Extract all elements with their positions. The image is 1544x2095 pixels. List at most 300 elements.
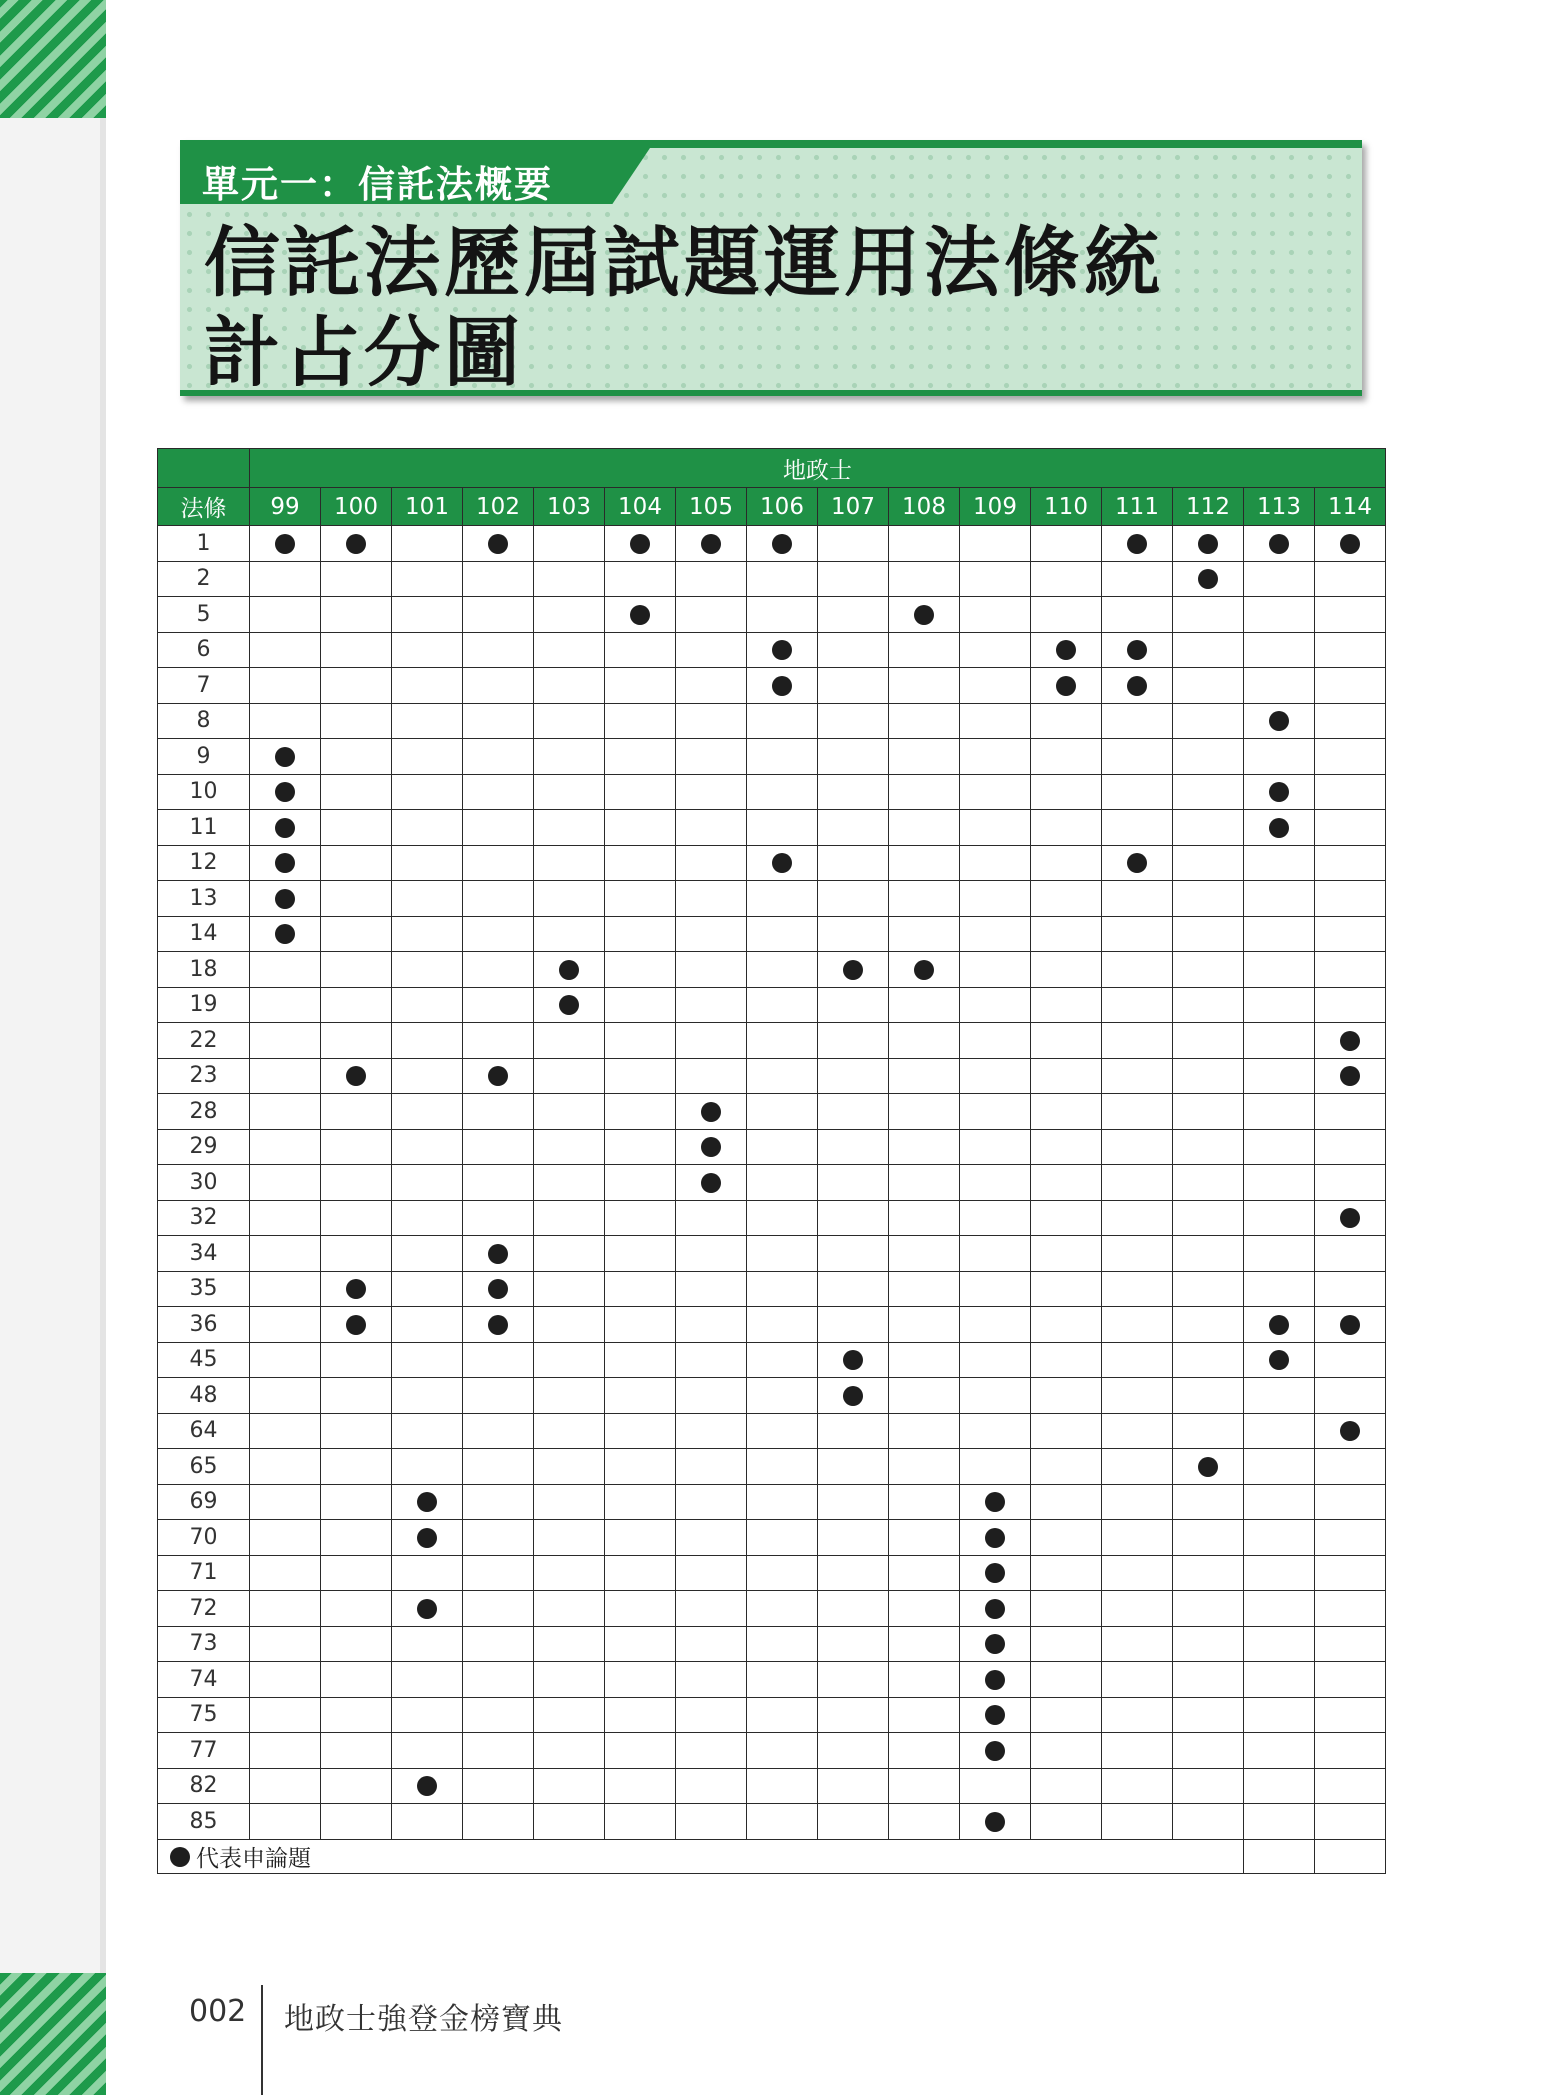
year-cell-107 — [818, 1307, 889, 1343]
year-cell-113 — [1244, 1094, 1315, 1130]
year-cell-103 — [534, 881, 605, 917]
year-cell-112 — [1173, 1768, 1244, 1804]
year-cell-99 — [250, 987, 321, 1023]
year-cell-104 — [605, 1413, 676, 1449]
group-header-row — [158, 449, 1386, 488]
essay-question-dot-icon — [346, 534, 366, 554]
year-cell-109 — [960, 1626, 1031, 1662]
year-cell-107 — [818, 1413, 889, 1449]
year-cell-112 — [1173, 1342, 1244, 1378]
year-cell-104 — [605, 1307, 676, 1343]
year-cell-100 — [321, 668, 392, 704]
year-cell-106 — [747, 1520, 818, 1556]
year-cell-110 — [1031, 1484, 1102, 1520]
year-cell-112 — [1173, 561, 1244, 597]
year-cell-100 — [321, 952, 392, 988]
essay-question-dot-icon — [985, 1634, 1005, 1654]
year-cell-103 — [534, 597, 605, 633]
year-cell-108 — [889, 1591, 960, 1627]
year-cell-103 — [534, 952, 605, 988]
article-number-cell: 28 — [158, 1094, 250, 1130]
year-cell-107 — [818, 916, 889, 952]
essay-question-dot-icon — [630, 534, 650, 554]
year-cell-112 — [1173, 952, 1244, 988]
year-cell-112 — [1173, 739, 1244, 775]
year-cell-103 — [534, 1236, 605, 1272]
year-cell-114 — [1315, 1555, 1386, 1591]
year-cell-105 — [676, 1413, 747, 1449]
year-cell-111 — [1102, 739, 1173, 775]
year-cell-107 — [818, 1058, 889, 1094]
year-cell-109 — [960, 1520, 1031, 1556]
year-cell-109 — [960, 1591, 1031, 1627]
year-cell-103 — [534, 1662, 605, 1698]
year-cell-113 — [1244, 1413, 1315, 1449]
year-cell-111 — [1102, 1520, 1173, 1556]
year-cell-101 — [392, 1236, 463, 1272]
table-row — [158, 952, 1386, 988]
year-cell-113 — [1244, 1768, 1315, 1804]
year-cell-104 — [605, 1520, 676, 1556]
year-cell-99 — [250, 1094, 321, 1130]
year-cell-113 — [1244, 1626, 1315, 1662]
year-cell-108 — [889, 739, 960, 775]
year-cell-109 — [960, 1413, 1031, 1449]
year-header-row — [158, 488, 1386, 526]
table-row — [158, 1307, 1386, 1343]
essay-question-dot-icon — [985, 1528, 1005, 1548]
year-cell-107 — [818, 845, 889, 881]
year-cell-101 — [392, 774, 463, 810]
article-number-cell: 2 — [158, 561, 250, 597]
year-cell-111 — [1102, 703, 1173, 739]
year-cell-106 — [747, 1165, 818, 1201]
year-cell-110 — [1031, 952, 1102, 988]
year-cell-108 — [889, 1626, 960, 1662]
article-number-cell: 19 — [158, 987, 250, 1023]
year-cell-110 — [1031, 703, 1102, 739]
year-cell-100 — [321, 1236, 392, 1272]
essay-question-dot-icon — [914, 960, 934, 980]
year-cell-109 — [960, 845, 1031, 881]
article-number-cell: 8 — [158, 703, 250, 739]
year-cell-111 — [1102, 845, 1173, 881]
year-cell-103 — [534, 1626, 605, 1662]
year-cell-107 — [818, 632, 889, 668]
year-cell-113 — [1244, 1697, 1315, 1733]
table-row — [158, 1662, 1386, 1698]
year-cell-113 — [1244, 1378, 1315, 1414]
essay-question-dot-icon — [1340, 1315, 1360, 1335]
essay-question-dot-icon — [1269, 782, 1289, 802]
year-cell-110 — [1031, 1804, 1102, 1840]
year-cell-111 — [1102, 987, 1173, 1023]
year-cell-107 — [818, 1591, 889, 1627]
essay-question-dot-icon — [843, 1386, 863, 1406]
table-row — [158, 703, 1386, 739]
year-cell-111 — [1102, 1058, 1173, 1094]
year-cell-99 — [250, 526, 321, 562]
year-cell-109 — [960, 1449, 1031, 1485]
essay-question-dot-icon — [1056, 676, 1076, 696]
year-cell-112 — [1173, 1058, 1244, 1094]
year-header-105: 105 — [676, 488, 747, 526]
year-header-99: 99 — [250, 488, 321, 526]
year-cell-114 — [1315, 952, 1386, 988]
year-cell-107 — [818, 881, 889, 917]
table-body — [158, 526, 1386, 1840]
year-cell-104 — [605, 1236, 676, 1272]
year-cell-110 — [1031, 810, 1102, 846]
year-cell-105 — [676, 1662, 747, 1698]
year-cell-99 — [250, 1662, 321, 1698]
year-cell-108 — [889, 881, 960, 917]
year-cell-113 — [1244, 1271, 1315, 1307]
year-cell-104 — [605, 1342, 676, 1378]
year-cell-109 — [960, 1307, 1031, 1343]
year-cell-113 — [1244, 1520, 1315, 1556]
year-cell-113 — [1244, 739, 1315, 775]
year-cell-111 — [1102, 597, 1173, 633]
footer-divider — [261, 1985, 263, 2095]
article-number-cell: 82 — [158, 1768, 250, 1804]
year-header-103: 103 — [534, 488, 605, 526]
year-cell-109 — [960, 952, 1031, 988]
article-number-cell: 35 — [158, 1271, 250, 1307]
year-cell-109 — [960, 703, 1031, 739]
year-cell-109 — [960, 1804, 1031, 1840]
year-cell-99 — [250, 703, 321, 739]
year-cell-113 — [1244, 1804, 1315, 1840]
year-cell-105 — [676, 1271, 747, 1307]
article-number-cell: 13 — [158, 881, 250, 917]
essay-question-dot-icon — [772, 640, 792, 660]
year-cell-102 — [463, 1200, 534, 1236]
year-cell-114 — [1315, 561, 1386, 597]
year-cell-112 — [1173, 810, 1244, 846]
unit-label: 單元一：信託法概要 — [202, 163, 553, 206]
year-cell-107 — [818, 774, 889, 810]
year-cell-99 — [250, 952, 321, 988]
year-cell-105 — [676, 1236, 747, 1272]
year-cell-99 — [250, 1449, 321, 1485]
left-margin-rule — [100, 0, 106, 2095]
year-header-102: 102 — [463, 488, 534, 526]
year-cell-100 — [321, 1307, 392, 1343]
year-cell-114 — [1315, 810, 1386, 846]
essay-question-dot-icon — [701, 1137, 721, 1157]
year-cell-101 — [392, 597, 463, 633]
year-cell-102 — [463, 1023, 534, 1059]
year-cell-108 — [889, 526, 960, 562]
year-cell-112 — [1173, 1413, 1244, 1449]
year-cell-113 — [1244, 845, 1315, 881]
year-cell-100 — [321, 987, 392, 1023]
year-cell-114 — [1315, 1413, 1386, 1449]
year-cell-110 — [1031, 526, 1102, 562]
essay-question-dot-icon — [1198, 569, 1218, 589]
year-cell-114 — [1315, 1236, 1386, 1272]
article-number-cell: 30 — [158, 1165, 250, 1201]
year-cell-111 — [1102, 1307, 1173, 1343]
year-cell-99 — [250, 1804, 321, 1840]
essay-question-dot-icon — [488, 1244, 508, 1264]
year-cell-111 — [1102, 668, 1173, 704]
year-cell-111 — [1102, 774, 1173, 810]
year-cell-107 — [818, 668, 889, 704]
year-cell-108 — [889, 916, 960, 952]
year-cell-104 — [605, 810, 676, 846]
article-number-cell: 18 — [158, 952, 250, 988]
year-cell-99 — [250, 1342, 321, 1378]
year-cell-105 — [676, 561, 747, 597]
year-cell-110 — [1031, 1023, 1102, 1059]
essay-question-dot-icon — [985, 1705, 1005, 1725]
year-cell-109 — [960, 1236, 1031, 1272]
year-cell-114 — [1315, 703, 1386, 739]
year-cell-112 — [1173, 703, 1244, 739]
year-cell-102 — [463, 1271, 534, 1307]
year-cell-106 — [747, 845, 818, 881]
year-cell-100 — [321, 703, 392, 739]
year-cell-104 — [605, 916, 676, 952]
year-cell-106 — [747, 881, 818, 917]
year-cell-110 — [1031, 1591, 1102, 1627]
article-number-cell: 29 — [158, 1129, 250, 1165]
year-cell-111 — [1102, 1200, 1173, 1236]
year-cell-103 — [534, 1697, 605, 1733]
year-cell-107 — [818, 1449, 889, 1485]
year-cell-113 — [1244, 1307, 1315, 1343]
bottom-stripe-decoration — [0, 1973, 106, 2095]
year-cell-102 — [463, 1129, 534, 1165]
year-cell-106 — [747, 774, 818, 810]
year-cell-102 — [463, 1520, 534, 1556]
year-cell-101 — [392, 1023, 463, 1059]
year-cell-101 — [392, 1662, 463, 1698]
year-cell-105 — [676, 916, 747, 952]
year-cell-110 — [1031, 1449, 1102, 1485]
year-cell-101 — [392, 1591, 463, 1627]
year-cell-113 — [1244, 1342, 1315, 1378]
year-cell-111 — [1102, 1165, 1173, 1201]
table-row — [158, 1520, 1386, 1556]
year-cell-111 — [1102, 632, 1173, 668]
year-cell-111 — [1102, 1378, 1173, 1414]
article-number-cell: 85 — [158, 1804, 250, 1840]
year-cell-104 — [605, 632, 676, 668]
year-cell-113 — [1244, 1236, 1315, 1272]
year-cell-110 — [1031, 597, 1102, 633]
year-cell-102 — [463, 1626, 534, 1662]
year-cell-100 — [321, 1626, 392, 1662]
year-cell-99 — [250, 1484, 321, 1520]
year-cell-106 — [747, 1591, 818, 1627]
year-cell-106 — [747, 1484, 818, 1520]
year-cell-109 — [960, 881, 1031, 917]
year-cell-107 — [818, 1626, 889, 1662]
year-cell-102 — [463, 597, 534, 633]
year-cell-109 — [960, 1023, 1031, 1059]
year-cell-111 — [1102, 561, 1173, 597]
year-cell-105 — [676, 881, 747, 917]
year-cell-107 — [818, 1094, 889, 1130]
table-row — [158, 1378, 1386, 1414]
year-cell-113 — [1244, 881, 1315, 917]
legend-cell — [158, 1839, 1244, 1873]
year-cell-103 — [534, 703, 605, 739]
table-row — [158, 1733, 1386, 1769]
article-number-cell: 14 — [158, 916, 250, 952]
year-cell-109 — [960, 668, 1031, 704]
year-cell-105 — [676, 1129, 747, 1165]
year-cell-112 — [1173, 597, 1244, 633]
year-cell-114 — [1315, 1271, 1386, 1307]
year-cell-108 — [889, 810, 960, 846]
year-cell-113 — [1244, 1165, 1315, 1201]
year-cell-114 — [1315, 668, 1386, 704]
year-cell-101 — [392, 881, 463, 917]
table-row — [158, 1413, 1386, 1449]
essay-question-dot-icon — [1340, 534, 1360, 554]
year-cell-103 — [534, 1591, 605, 1627]
year-cell-111 — [1102, 1484, 1173, 1520]
table-row — [158, 668, 1386, 704]
year-cell-105 — [676, 987, 747, 1023]
year-cell-105 — [676, 1555, 747, 1591]
year-cell-99 — [250, 1023, 321, 1059]
year-cell-111 — [1102, 1342, 1173, 1378]
year-cell-110 — [1031, 1200, 1102, 1236]
year-cell-100 — [321, 774, 392, 810]
year-cell-99 — [250, 1129, 321, 1165]
year-cell-101 — [392, 845, 463, 881]
year-cell-103 — [534, 1449, 605, 1485]
year-cell-105 — [676, 774, 747, 810]
year-cell-100 — [321, 1555, 392, 1591]
year-cell-102 — [463, 1555, 534, 1591]
year-cell-100 — [321, 1449, 392, 1485]
year-cell-105 — [676, 1058, 747, 1094]
year-cell-101 — [392, 1129, 463, 1165]
year-cell-103 — [534, 1768, 605, 1804]
year-cell-106 — [747, 916, 818, 952]
article-number-cell: 69 — [158, 1484, 250, 1520]
year-cell-102 — [463, 1236, 534, 1272]
year-cell-104 — [605, 1591, 676, 1627]
year-cell-105 — [676, 1804, 747, 1840]
year-cell-108 — [889, 1768, 960, 1804]
year-cell-113 — [1244, 1555, 1315, 1591]
table-row — [158, 845, 1386, 881]
year-cell-103 — [534, 526, 605, 562]
year-cell-103 — [534, 668, 605, 704]
year-cell-101 — [392, 1307, 463, 1343]
year-cell-111 — [1102, 1271, 1173, 1307]
year-cell-105 — [676, 1378, 747, 1414]
year-cell-99 — [250, 1520, 321, 1556]
essay-question-dot-icon — [1056, 640, 1076, 660]
year-cell-101 — [392, 561, 463, 597]
year-cell-107 — [818, 1200, 889, 1236]
year-cell-108 — [889, 1449, 960, 1485]
table-row — [158, 1129, 1386, 1165]
page-title: 信託法歷屆試題運用法條統計占分圖 — [204, 218, 1164, 397]
year-cell-105 — [676, 526, 747, 562]
table-row — [158, 739, 1386, 775]
year-cell-114 — [1315, 774, 1386, 810]
year-cell-114 — [1315, 1768, 1386, 1804]
year-cell-110 — [1031, 561, 1102, 597]
year-header-111: 111 — [1102, 488, 1173, 526]
year-cell-107 — [818, 810, 889, 846]
year-cell-106 — [747, 1449, 818, 1485]
year-cell-110 — [1031, 1236, 1102, 1272]
year-cell-102 — [463, 845, 534, 881]
year-cell-106 — [747, 1413, 818, 1449]
year-cell-107 — [818, 1733, 889, 1769]
year-cell-112 — [1173, 881, 1244, 917]
year-cell-105 — [676, 1626, 747, 1662]
article-number-cell: 48 — [158, 1378, 250, 1414]
top-stripe-decoration — [0, 0, 106, 118]
year-cell-108 — [889, 1697, 960, 1733]
year-cell-104 — [605, 526, 676, 562]
year-cell-99 — [250, 1555, 321, 1591]
year-cell-102 — [463, 1484, 534, 1520]
year-cell-99 — [250, 1378, 321, 1414]
year-cell-108 — [889, 1165, 960, 1201]
year-cell-102 — [463, 1591, 534, 1627]
year-cell-114 — [1315, 1804, 1386, 1840]
year-cell-101 — [392, 1768, 463, 1804]
year-cell-114 — [1315, 597, 1386, 633]
year-cell-101 — [392, 1200, 463, 1236]
year-cell-101 — [392, 1342, 463, 1378]
year-cell-106 — [747, 1662, 818, 1698]
year-cell-111 — [1102, 1094, 1173, 1130]
year-cell-110 — [1031, 916, 1102, 952]
year-cell-99 — [250, 561, 321, 597]
year-cell-108 — [889, 1200, 960, 1236]
year-cell-101 — [392, 1697, 463, 1733]
year-cell-108 — [889, 1520, 960, 1556]
year-cell-113 — [1244, 987, 1315, 1023]
legend-row — [158, 1839, 1386, 1873]
year-cell-114 — [1315, 1591, 1386, 1627]
year-cell-111 — [1102, 810, 1173, 846]
table-row — [158, 1768, 1386, 1804]
year-cell-103 — [534, 810, 605, 846]
year-cell-105 — [676, 597, 747, 633]
year-cell-106 — [747, 810, 818, 846]
year-cell-110 — [1031, 1165, 1102, 1201]
year-cell-113 — [1244, 810, 1315, 846]
year-cell-106 — [747, 703, 818, 739]
year-cell-108 — [889, 1555, 960, 1591]
year-cell-101 — [392, 987, 463, 1023]
year-cell-106 — [747, 632, 818, 668]
legend-dot-icon — [170, 1847, 190, 1867]
essay-question-dot-icon — [417, 1492, 437, 1512]
year-cell-101 — [392, 526, 463, 562]
year-cell-100 — [321, 916, 392, 952]
year-cell-99 — [250, 1200, 321, 1236]
year-cell-109 — [960, 561, 1031, 597]
year-cell-114 — [1315, 632, 1386, 668]
year-cell-104 — [605, 1733, 676, 1769]
essay-question-dot-icon — [985, 1670, 1005, 1690]
